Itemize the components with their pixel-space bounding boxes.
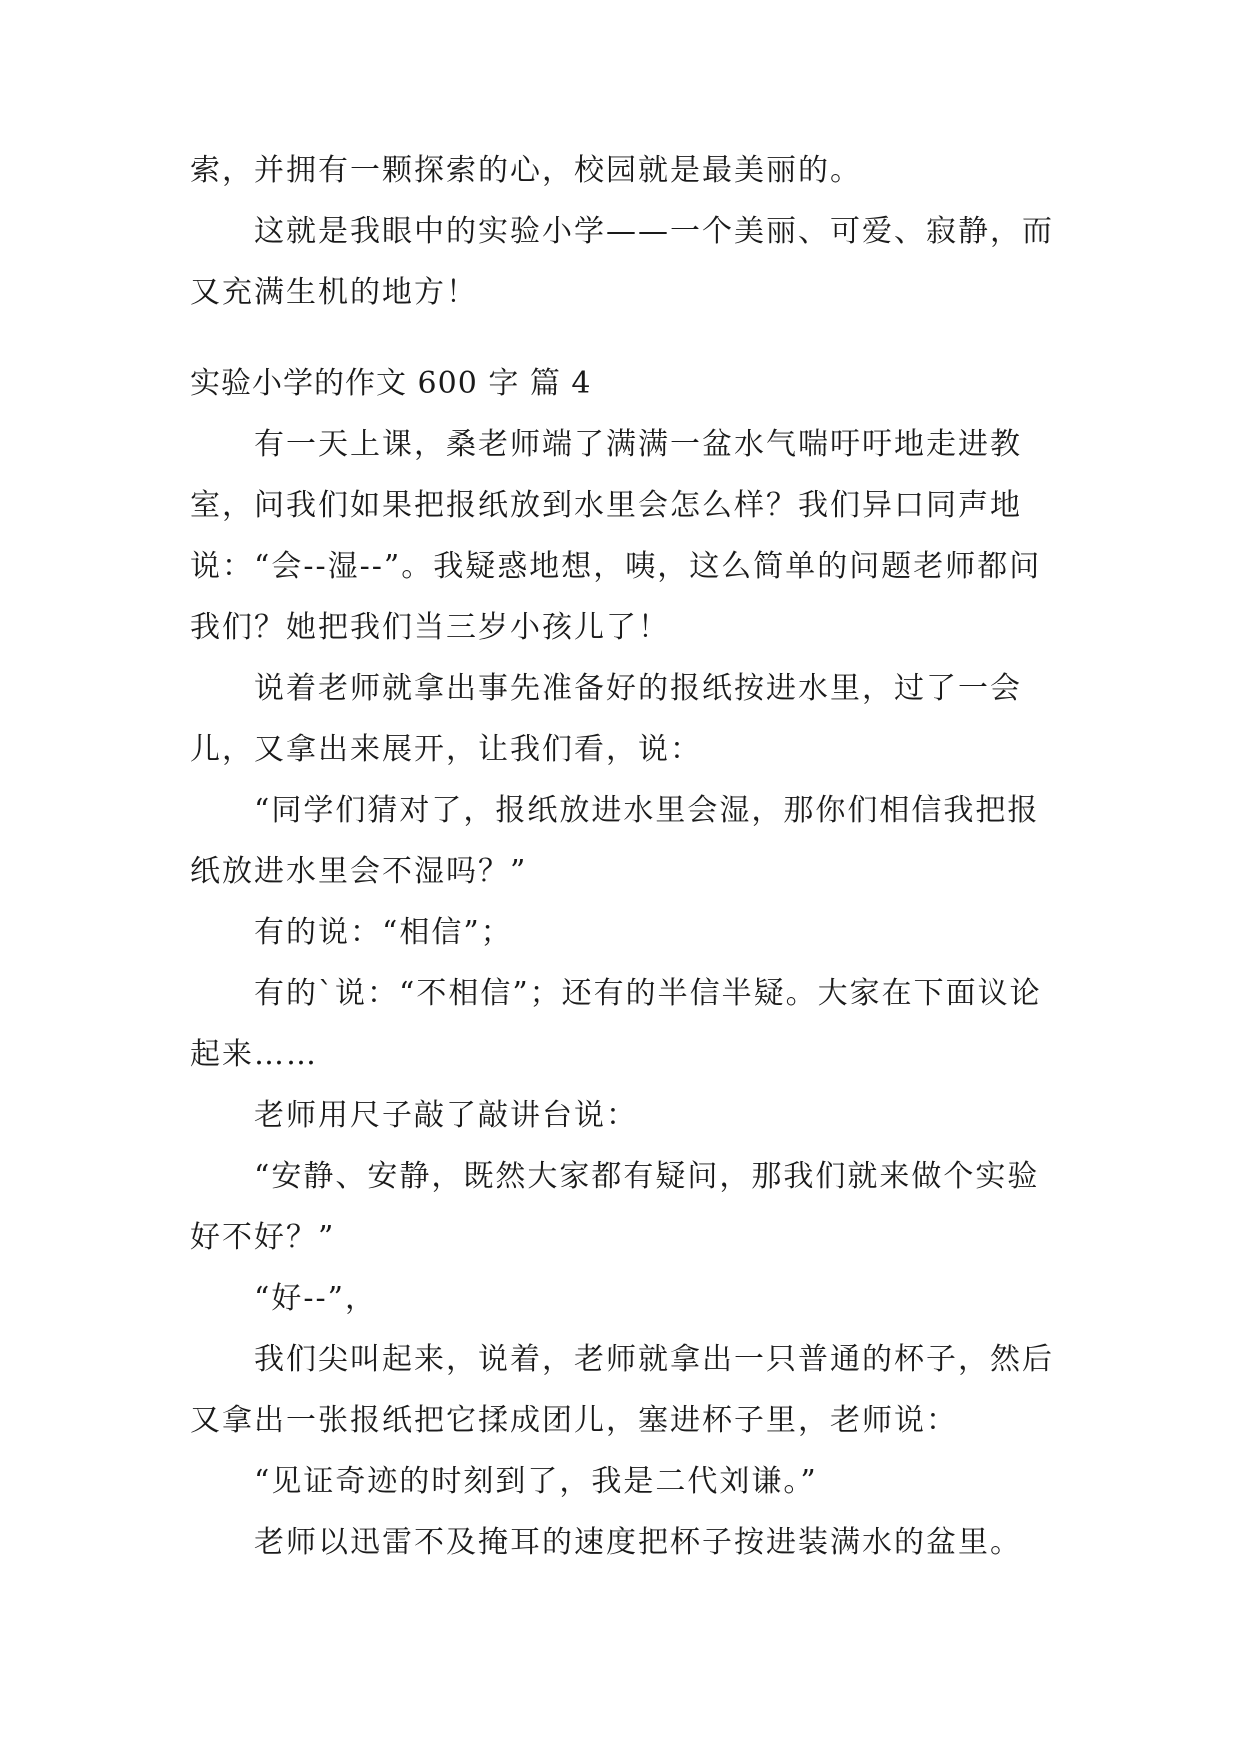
section-heading: 实验小学的作文 600 字 篇 4 [190,366,592,401]
paragraph-2: 这就是我眼中的实验小学——一个美丽、可爱、寂静，而又充满生机的地方！ [190,214,1054,310]
paragraph-5: “同学们猜对了，报纸放进水里会湿，那你们相信我把报纸放进水里会不湿吗？” [190,793,1040,889]
paragraph-7: 有的`说：“不相信”；还有的半信半疑。大家在下面议论起来…… [190,976,1042,1072]
paragraph-9: “安静、安静，既然大家都有疑问，那我们就来做个实验好不好？” [190,1159,1040,1255]
paragraph-6: 有的说：“相信”； [254,915,513,950]
paragraph-8: 老师用尺子敲了敲讲台说： [254,1098,638,1133]
paragraph-3: 有一天上课，桑老师端了满满一盆水气喘吁吁地走进教室，问我们如果把报纸放到水里会怎么样？我们异口同声地说：“会--湿--”。我疑惑地想，咦，这么简单的问题老师都问我们？她把我们当三岁小孩儿了！ [190,427,1042,645]
paragraph-10: “好--”， [254,1281,377,1316]
paragraph-12: “见证奇迹的时刻到了，我是二代刘谦。” [254,1464,818,1499]
paragraph-13: 老师以迅雷不及掩耳的速度把杯子按进装满水的盆里。 [254,1525,1022,1560]
paragraph-11: 我们尖叫起来，说着，老师就拿出一只普通的杯子，然后又拿出一张报纸把它揉成团儿，塞进杯子里，老师说： [190,1342,1054,1438]
paragraph-1: 索，并拥有一颗探索的心，校园就是最美丽的。 [190,153,862,188]
paragraph-4: 说着老师就拿出事先准备好的报纸按进水里，过了一会儿，又拿出来展开，让我们看，说： [190,671,1022,767]
